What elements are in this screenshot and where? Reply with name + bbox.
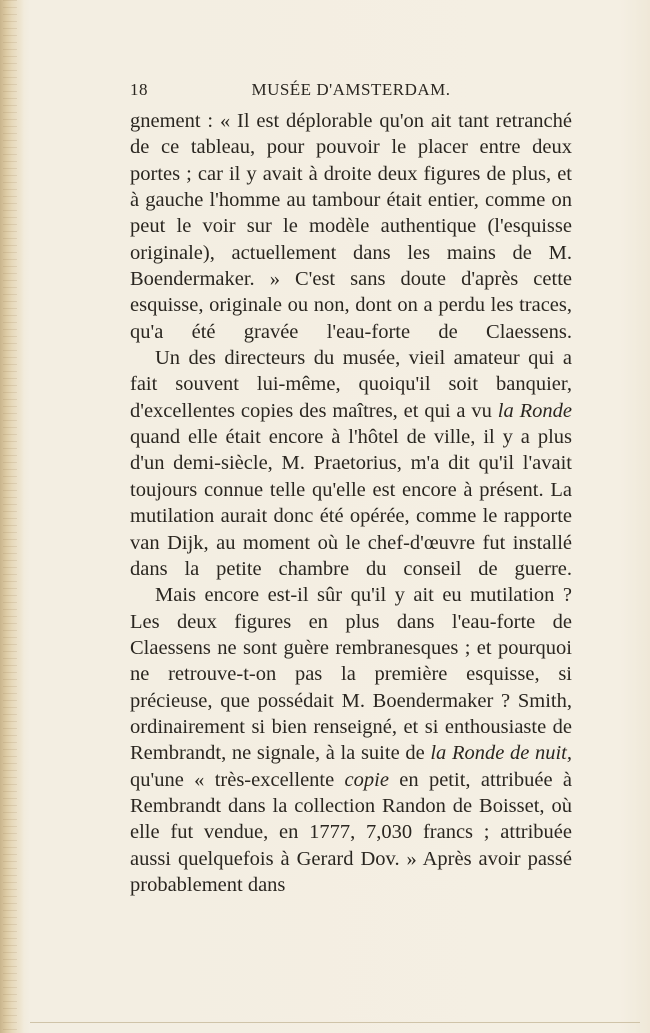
paragraph-3: [130, 582, 572, 898]
page-header: [130, 80, 572, 106]
running-title: MUSÉE D'AMSTERDAM.: [251, 80, 451, 99]
italic-title: la Ronde de nuit,: [430, 742, 573, 765]
text-segment: gnement : « Il est déplorable qu'on ait tant retranché de ce tableau, pour pouvoir le placer entre deux portes ; car il y avait à droite deux figures de plus, et à gauche l'homme au tambour était entier, comme on peut le voir sur le modèle authentique (l'esquisse originale), actuellement dans les mains de M. Boendermaker. » C'est sans doute d'après cette esquisse, originale ou non, dont on a perdu les traces, qu'a été gravée l'eau-forte de Claessens.: [130, 110, 572, 343]
text-segment: qu'une « très-excellente: [130, 768, 345, 791]
paragraph-2: [130, 345, 572, 582]
page-binding-edge: [0, 0, 24, 1033]
italic-word: copie: [344, 768, 389, 791]
text-segment: en petit, attribuée à Rembrandt dans la collection Randon de Boisset, où elle fut vendue, en 1777, 7,030 francs ; attribuée aussi quelquefois à Gerard Dov. » Après avoir passé probablement dans: [130, 768, 572, 896]
text-segment: quand elle était encore à l'hôtel de ville, il y a plus d'un demi-siècle, M. Praetorius, m'a dit qu'il l'avait toujours connue telle qu'elle est encore à présent. La mutilation aurait donc été opérée, comme le rapporte van Dijk, au moment où le chef-d'œuvre fut installé dans la petite chambre du conseil de guerre.: [130, 426, 572, 580]
body-text: [130, 108, 572, 898]
binding-texture: [3, 0, 17, 1033]
text-segment: Un des directeurs du musée, vieil amateur qui a fait souvent lui-même, quoiqu'il soit banquier, d'excellentes copies des maîtres, et qui a vu: [130, 347, 572, 422]
italic-title: la Ronde: [497, 399, 572, 422]
page-number: 18: [130, 80, 148, 99]
page-bottom-edge: [30, 1022, 640, 1023]
text-segment: Mais encore est-il sûr qu'il y ait eu mutilation ? Les deux figures en plus dans l'eau-forte de Claessens ne sont guère rembranesques ; et pourquoi ne retrouve-t-on pas la première esquisse, si précieuse, que possédait M. Boendermaker ? Smith, ordinairement si bien renseigné, et si enthousiaste de Rembrandt, ne signale, à la suite de: [130, 584, 572, 765]
paragraph-1: [130, 108, 572, 345]
